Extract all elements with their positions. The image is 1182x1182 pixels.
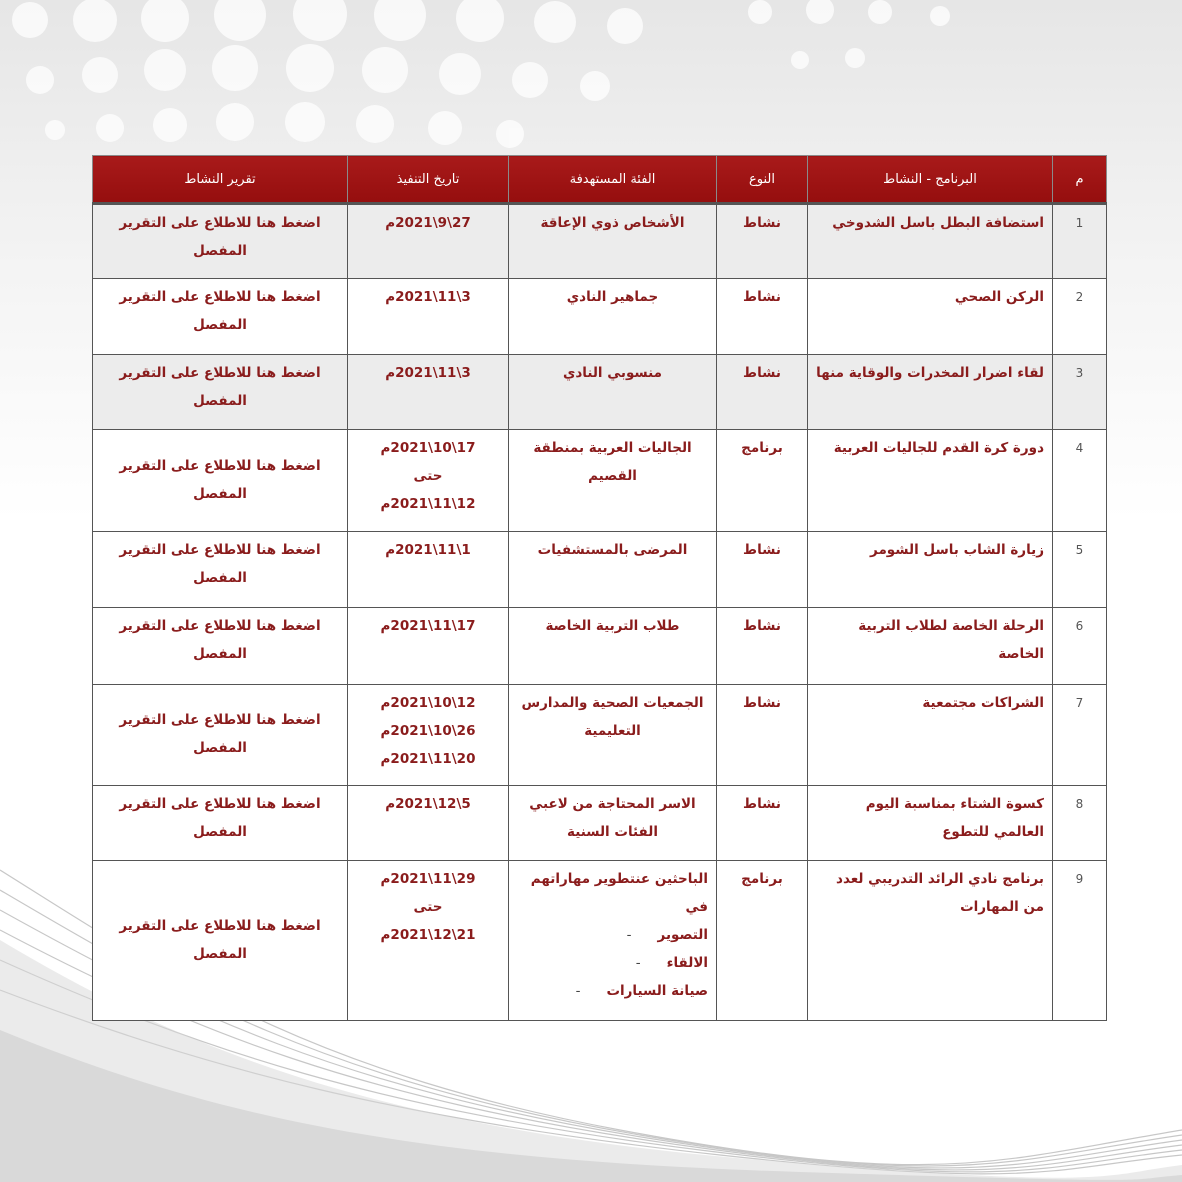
row-number: 2 [1053, 279, 1107, 355]
report-link-line2: المفصل [193, 570, 247, 586]
dash-bullet: - [626, 927, 632, 943]
target-group: طلاب التربية الخاصة [509, 608, 717, 685]
program-name: كسوة الشتاء بمناسبة اليوم العالمي للتطوع [808, 786, 1053, 861]
report-link[interactable] [93, 204, 348, 279]
report-link[interactable] [93, 532, 348, 608]
date-line: 17\10\2021م [380, 440, 476, 456]
activity-type: نشاط [717, 204, 808, 279]
list-item [517, 949, 708, 977]
activity-type: برنامج [717, 861, 808, 1021]
table-row [93, 355, 1107, 430]
date-line: 17\11\2021م [380, 618, 476, 634]
report-link[interactable] [93, 279, 348, 355]
date-line: 12\10\2021م [380, 695, 476, 711]
report-link-line2: المفصل [193, 945, 247, 962]
program-name: زيارة الشاب باسل الشومر [808, 532, 1053, 608]
skill-label: الالقاء [666, 955, 708, 971]
execution-date [348, 532, 509, 608]
activity-type: نشاط [717, 786, 808, 861]
date-line: 12\11\2021م [380, 496, 476, 512]
activity-type: نشاط [717, 279, 808, 355]
row-number: 1 [1053, 204, 1107, 279]
date-line: 3\11\2021م [385, 365, 471, 381]
target-group: المرضى بالمستشفيات [509, 532, 717, 608]
date-line: 3\11\2021م [385, 289, 471, 305]
table-row [93, 861, 1107, 1021]
report-link-line2: المفصل [193, 740, 247, 756]
skill-label: صيانة السيارات [606, 983, 708, 999]
report-link-line2: المفصل [193, 317, 247, 333]
target-group [509, 861, 717, 1021]
target-skills-list [517, 921, 708, 1005]
report-link-line1: اضغط هنا للاطلاع على التقرير [119, 457, 321, 474]
activity-type: نشاط [717, 532, 808, 608]
program-name: استضافة البطل باسل الشدوخي [808, 204, 1053, 279]
header-num: م [1053, 156, 1107, 204]
row-number: 4 [1053, 430, 1107, 532]
date-line: 21\12\2021م [380, 927, 476, 943]
target-group: الأشخاص ذوي الإعاقة [509, 204, 717, 279]
execution-date [348, 786, 509, 861]
activity-type: برنامج [717, 430, 808, 532]
table-row [93, 786, 1107, 861]
date-line: 27\9\2021م [385, 215, 471, 231]
report-link[interactable] [93, 355, 348, 430]
table-row [93, 608, 1107, 685]
program-name: الركن الصحي [808, 279, 1053, 355]
header-date: تاريخ التنفيذ [348, 156, 509, 204]
execution-date [348, 204, 509, 279]
header-report: تقرير النشاط [93, 156, 348, 204]
table-header-row [93, 156, 1107, 204]
report-link[interactable] [93, 786, 348, 861]
skill-label: التصوير [657, 927, 708, 943]
report-link[interactable] [93, 861, 348, 1021]
report-link-line2: المفصل [193, 646, 247, 662]
header-program: البرنامج - النشاط [808, 156, 1053, 204]
date-line: 5\12\2021م [385, 796, 471, 812]
report-link-line1: اضغط هنا للاطلاع على التقرير [119, 289, 321, 305]
program-name: دورة كرة القدم للجاليات العربية [808, 430, 1053, 532]
execution-date [348, 685, 509, 786]
report-link-line1: اضغط هنا للاطلاع على التقرير [119, 796, 321, 812]
execution-date [348, 608, 509, 685]
table-row [93, 279, 1107, 355]
table-row [93, 204, 1107, 279]
dash-bullet: - [635, 955, 641, 971]
date-line: حتى [413, 468, 443, 484]
header-target: الفئة المستهدفة [509, 156, 717, 204]
date-line: 29\11\2021م [380, 871, 476, 887]
header-type: النوع [717, 156, 808, 204]
date-line: حتى [413, 899, 443, 915]
target-group: الجاليات العربية بمنطقة القصيم [509, 430, 717, 532]
program-name: الرحلة الخاصة لطلاب التربية الخاصة [808, 608, 1053, 685]
report-link-line2: المفصل [193, 824, 247, 840]
program-name: لقاء اضرار المخدرات والوقاية منها [808, 355, 1053, 430]
target-group: جماهير النادي [509, 279, 717, 355]
program-name: الشراكات مجتمعية [808, 685, 1053, 786]
table-row [93, 685, 1107, 786]
row-number: 5 [1053, 532, 1107, 608]
row-number: 7 [1053, 685, 1107, 786]
report-link-line2: المفصل [193, 393, 247, 409]
execution-date [348, 355, 509, 430]
report-link-line1: اضغط هنا للاطلاع على التقرير [119, 215, 321, 231]
activity-type: نشاط [717, 685, 808, 786]
row-number: 8 [1053, 786, 1107, 861]
date-line: 20\11\2021م [380, 751, 476, 767]
activities-table [92, 155, 1107, 1021]
report-link-line1: اضغط هنا للاطلاع على التقرير [119, 917, 321, 934]
row-number: 9 [1053, 861, 1107, 1021]
date-line: 1\11\2021م [385, 542, 471, 558]
report-link-line1: اضغط هنا للاطلاع على التقرير [119, 618, 321, 634]
report-link-line1: اضغط هنا للاطلاع على التقرير [119, 712, 321, 728]
target-group: الجمعيات الصحية والمدارس التعليمية [509, 685, 717, 786]
row-number: 3 [1053, 355, 1107, 430]
execution-date [348, 279, 509, 355]
report-link[interactable] [93, 430, 348, 532]
execution-date [348, 430, 509, 532]
report-link-line1: اضغط هنا للاطلاع على التقرير [119, 365, 321, 381]
date-line: 26\10\2021م [380, 723, 476, 739]
target-group: الاسر المحتاجة من لاعبي الفئات السنية [509, 786, 717, 861]
report-link[interactable] [93, 685, 348, 786]
report-link-line2: المفصل [193, 485, 247, 502]
table-row [93, 430, 1107, 532]
list-item [517, 921, 708, 949]
execution-date [348, 861, 509, 1021]
report-link-line2: المفصل [193, 243, 247, 259]
report-link-line1: اضغط هنا للاطلاع على التقرير [119, 542, 321, 558]
report-link[interactable] [93, 608, 348, 685]
activity-type: نشاط [717, 355, 808, 430]
target-group: منسوبي النادي [509, 355, 717, 430]
list-item [517, 977, 708, 1005]
target-intro: الباحثين عنتطوير مهاراتهم في [530, 871, 708, 915]
activity-type: نشاط [717, 608, 808, 685]
row-number: 6 [1053, 608, 1107, 685]
table-row [93, 532, 1107, 608]
dash-bullet: - [575, 983, 581, 999]
program-name: برنامج نادي الرائد التدريبي لعدد من المهارات [808, 861, 1053, 1021]
